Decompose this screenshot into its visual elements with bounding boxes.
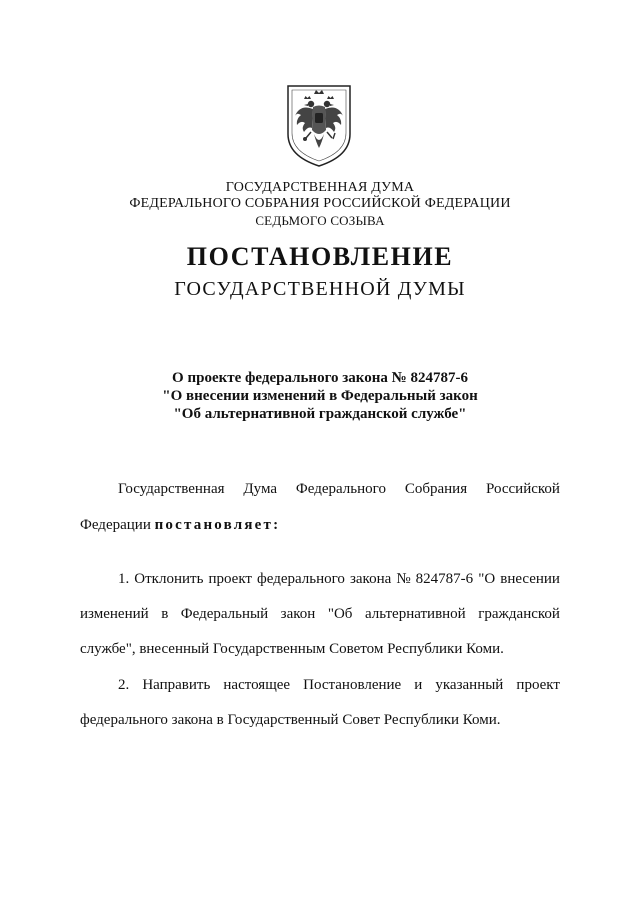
word: федерального — [257, 571, 345, 587]
word: в — [161, 606, 169, 622]
document-subtype-title: ГОСУДАРСТВЕННОЙ ДУМЫ — [174, 278, 466, 300]
preamble-line-2 — [80, 516, 560, 534]
word: "О — [478, 571, 496, 587]
word: Федеральный — [180, 606, 269, 622]
header-line-duma: ГОСУДАРСТВЕННАЯ ДУМА — [225, 180, 415, 195]
word: Собрания — [404, 481, 468, 497]
item-2-line-1 — [118, 676, 560, 694]
resolution-verb: постановляет: — [154, 517, 281, 533]
word: проект — [516, 677, 560, 693]
word: № — [396, 571, 411, 587]
word: изменений — [80, 606, 149, 622]
word: Российской — [486, 481, 560, 497]
header-line-federal-assembly: ФЕДЕРАЛЬНОГО СОБРАНИЯ РОССИЙСКОЙ ФЕДЕРАЦИИ — [129, 196, 511, 211]
word: 2. — [118, 677, 130, 693]
preamble-line-1 — [118, 480, 560, 498]
item-2-line-2: федерального закона в Государственный Совет Республики Коми. — [80, 712, 501, 728]
russian-coat-of-arms-icon — [284, 82, 354, 168]
word: Направить — [142, 677, 211, 693]
preamble-text: Федерации — [80, 517, 151, 533]
subject-line-1: О проекте федерального закона № 824787-6 — [172, 370, 468, 386]
word: внесении — [500, 571, 560, 587]
document-type-title: ПОСТАНОВЛЕНИЕ — [186, 242, 454, 271]
header-line-convocation: СЕДЬМОГО СОЗЫВА — [255, 213, 385, 228]
word: и — [414, 677, 423, 693]
item-1-line-3: службе", внесенный Государственным Советом Республики Коми. — [80, 641, 504, 657]
item-1-line-1 — [118, 570, 560, 588]
word: "Об — [327, 606, 353, 622]
subject-line-2: "О внесении изменений в Федеральный закон — [162, 388, 478, 404]
word: альтернативной — [364, 606, 466, 622]
word: настоящее — [223, 677, 291, 693]
word: Дума — [243, 481, 278, 497]
word: указанный — [435, 677, 504, 693]
word: гражданской — [478, 606, 560, 622]
word: закон — [280, 606, 316, 622]
word: проект — [208, 571, 252, 587]
word: закона — [349, 571, 392, 587]
word: 1. — [118, 571, 130, 587]
word: Постановление — [303, 677, 402, 693]
item-1-line-2 — [80, 605, 560, 623]
word: Федерального — [295, 481, 386, 497]
word: Отклонить — [134, 571, 204, 587]
word: Государственная — [118, 481, 225, 497]
word: 824787-6 — [415, 571, 474, 587]
subject-line-3: "Об альтернативной гражданской службе" — [173, 406, 467, 422]
